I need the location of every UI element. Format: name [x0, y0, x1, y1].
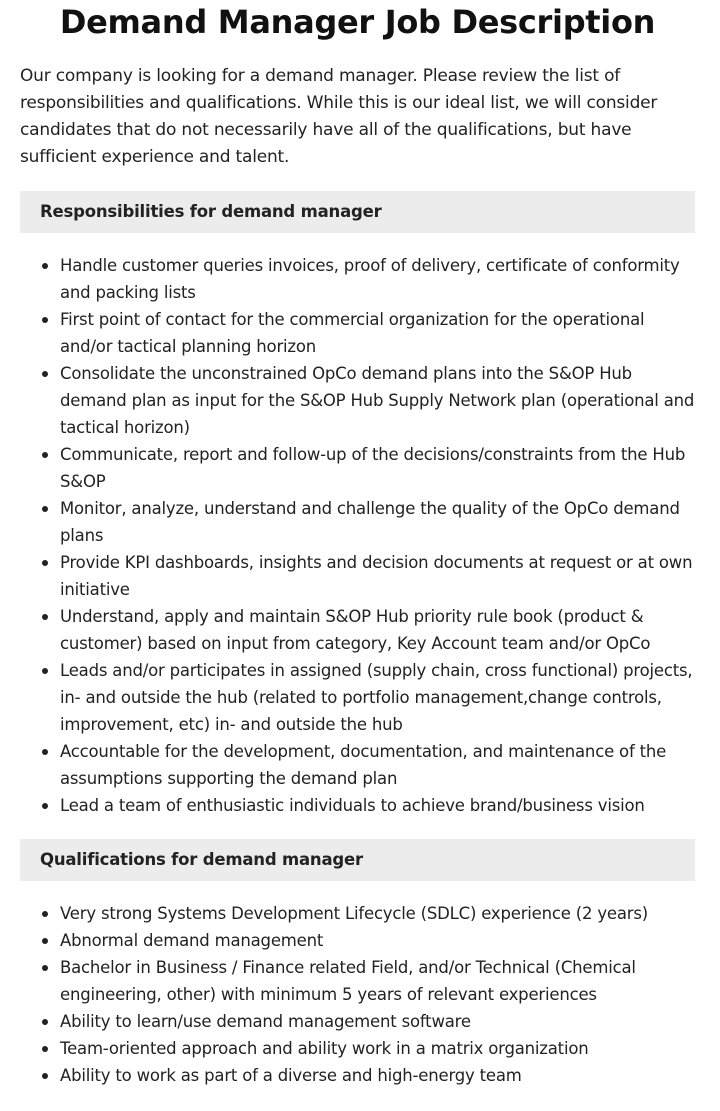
- list-item-text: Understand, apply and maintain S&OP Hub priority rule book (product & customer) based on input from category, Key Account team and/or OpCo: [60, 607, 651, 653]
- intro-paragraph: Our company is looking for a demand manager. Please review the list of responsibilities and qualifications. While this is our ideal list, we will consider candidates that do not necessarily have all of the qualifications, but have sufficient experience and talent.: [20, 66, 658, 167]
- list-item-text: Accountable for the development, documentation, and maintenance of the assumptions supporting the demand plan: [60, 742, 667, 788]
- list-item-text: First point of contact for the commercial organization for the operational and/or tactical planning horizon: [60, 310, 645, 356]
- list-item: [60, 657, 695, 738]
- list-item: [60, 900, 695, 927]
- list-item-text: Lead a team of enthusiastic individuals to achieve brand/business vision: [60, 796, 645, 815]
- list-item: [60, 360, 695, 441]
- qualifications-list: [20, 900, 695, 1089]
- list-item: [60, 441, 695, 495]
- list-item: [60, 549, 695, 603]
- bullet-icon: [42, 938, 48, 944]
- bullet-icon: [42, 911, 48, 917]
- list-item-text: Ability to learn/use demand management software: [60, 1012, 471, 1031]
- list-item: [60, 1008, 695, 1035]
- bullet-icon: [42, 614, 48, 620]
- list-item: [60, 603, 695, 657]
- bullet-icon: [42, 749, 48, 755]
- bullet-icon: [42, 1019, 48, 1025]
- list-item: [60, 738, 695, 792]
- list-item-text: Very strong Systems Development Lifecycle (SDLC) experience (2 years): [60, 904, 648, 923]
- bullet-icon: [42, 560, 48, 566]
- list-item: [60, 1062, 695, 1089]
- list-item-text: Communicate, report and follow-up of the decisions/constraints from the Hub S&OP: [60, 445, 686, 491]
- responsibilities-header: Responsibilities for demand manager: [20, 191, 695, 233]
- bullet-icon: [42, 263, 48, 269]
- bullet-icon: [42, 1073, 48, 1079]
- qualifications-header: Qualifications for demand manager: [20, 839, 695, 881]
- list-item: [60, 954, 695, 1008]
- list-item-text: Abnormal demand management: [60, 931, 324, 950]
- list-item-text: Consolidate the unconstrained OpCo demand plans into the S&OP Hub demand plan as input for the S&OP Hub Supply Network plan (operational and tactical horizon): [60, 364, 695, 437]
- bullet-icon: [42, 452, 48, 458]
- list-item-text: Ability to work as part of a diverse and high-energy team: [60, 1066, 522, 1085]
- list-item: [60, 792, 695, 819]
- list-item-text: Provide KPI dashboards, insights and decision documents at request or at own initiative: [60, 553, 693, 599]
- list-item: [60, 252, 695, 306]
- bullet-icon: [42, 668, 48, 674]
- page-title: Demand Manager Job Description: [59, 3, 656, 41]
- bullet-icon: [42, 506, 48, 512]
- bullet-icon: [42, 1046, 48, 1052]
- list-item-text: Handle customer queries invoices, proof of delivery, certificate of conformity and packing lists: [60, 256, 680, 302]
- bullet-icon: [42, 317, 48, 323]
- list-item: [60, 927, 695, 954]
- list-item-text: Monitor, analyze, understand and challenge the quality of the OpCo demand plans: [60, 499, 680, 545]
- bullet-icon: [42, 371, 48, 377]
- list-item-text: Leads and/or participates in assigned (supply chain, cross functional) projects, in- and outside the hub (related to portfolio management,change controls, improvement, etc) in- and outside the hub: [60, 661, 693, 734]
- list-item: [60, 306, 695, 360]
- list-item-text: Team-oriented approach and ability work in a matrix organization: [60, 1039, 589, 1058]
- list-item: [60, 1035, 695, 1062]
- bullet-icon: [42, 965, 48, 971]
- list-item: [60, 495, 695, 549]
- list-item-text: Bachelor in Business / Finance related Field, and/or Technical (Chemical engineering, other) with minimum 5 years of relevant experiences: [60, 958, 636, 1004]
- responsibilities-list: [20, 252, 695, 819]
- bullet-icon: [42, 803, 48, 809]
